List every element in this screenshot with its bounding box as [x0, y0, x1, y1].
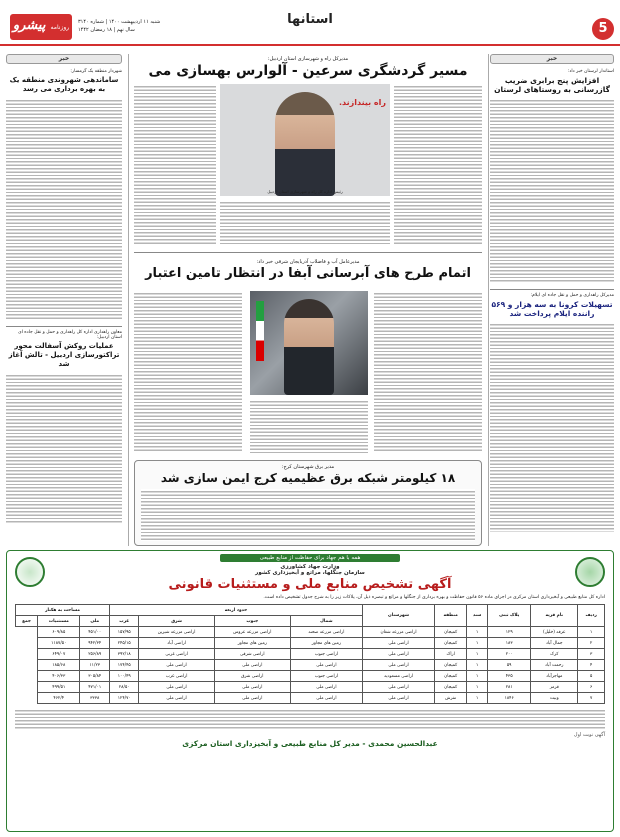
table-cell: اراضی مزرعه عروس — [214, 627, 290, 638]
th-row: ردیف — [578, 605, 605, 627]
notice-table — [15, 604, 605, 704]
th-total: جمع — [16, 616, 38, 627]
table-cell: اراک — [435, 649, 467, 660]
notice-title: آگهی تشخیص منابع ملی و مستثنیات قانونی — [168, 577, 452, 592]
table-cell: ۴۵۱/۰۰ — [80, 627, 110, 638]
table-row — [16, 638, 605, 649]
th-east: شرق — [139, 616, 214, 627]
right-story1-body — [490, 98, 614, 283]
left-news-tag: خبر — [6, 54, 122, 64]
table-cell: ۶۰۹/۸۵ — [38, 627, 80, 638]
table-cell: اراضی ملی — [362, 638, 434, 649]
column-rule-left — [128, 54, 129, 546]
th-north: شمال — [290, 616, 362, 627]
table-cell: عرفه (خلیل) — [531, 627, 578, 638]
official-portrait — [275, 92, 335, 196]
table-cell: اراضی ملی — [362, 660, 434, 671]
left-story2-title: عملیات روکش آسفالت محور تراکتورسازی اردبیل - تالش آغاز شد — [8, 342, 120, 368]
table-cell: جمال آباد — [531, 638, 578, 649]
table-cell: ۱۵۷/۹۵ — [109, 627, 139, 638]
logo-sub: روزنامه — [50, 24, 70, 31]
table-cell: اراضی ملی — [362, 649, 434, 660]
table-cell: ۴۹۹/۵۱ — [38, 682, 80, 693]
table-row — [16, 693, 605, 704]
table-cell: کرک — [531, 649, 578, 660]
table-cell: ۵ — [578, 671, 605, 682]
table-cell: ۹۴۲/۳۴ — [80, 638, 110, 649]
th-plate: پلاک ثبتی — [488, 605, 531, 627]
table-cell: اراضی ملی — [214, 660, 290, 671]
notice-footer-label: آگهی نوبت اول — [573, 732, 605, 738]
top-story — [134, 54, 482, 250]
middle-story-kicker: مدیرعامل آب و فاضلاب آذربایجان شرقی خبر داد: — [256, 259, 360, 265]
table-cell: اراضی جنوب — [290, 649, 362, 660]
notice-emblem-right — [575, 557, 605, 587]
table-cell: ۶ — [578, 682, 605, 693]
left-story2-body — [6, 373, 122, 523]
middle-story-title: اتمام طرح های آبرسانی آبفا در انتظار تامین اعتبار — [145, 266, 471, 281]
th-village: نام قریه — [531, 605, 578, 627]
th-exempt: مستثنیات — [38, 616, 80, 627]
table-cell: اراضی مزرعه شغان — [362, 627, 434, 638]
table-cell: اراضی ملی — [214, 693, 290, 704]
left-story1-body — [6, 98, 122, 320]
table-cell: اراضی مزرعه شیرین — [139, 627, 214, 638]
table-cell: تفرش — [435, 693, 467, 704]
right-story1-title: افزایش پنج برابری ضریب گازرسانی به روستاهای لرستان — [494, 76, 610, 94]
table-cell: اراضی ملی — [139, 682, 214, 693]
issue-date-line2: سال نهم | ۱۸ رمضان ۱۴۴۲ — [78, 27, 135, 33]
table-cell: اراضی مسعودیه — [362, 671, 434, 682]
right-story1-kicker: استاندار لرستان خبر داد: — [567, 69, 614, 74]
table-cell: اراضی ملی — [290, 660, 362, 671]
logo-text: پیشرو — [12, 18, 46, 33]
table-cell: اراضی ملی — [362, 682, 434, 693]
table-cell: ۳ — [578, 649, 605, 660]
table-cell: ۱۱/۲۳ — [80, 660, 110, 671]
flag-stripe — [256, 301, 264, 361]
table-cell: کمیجان — [435, 671, 467, 682]
table-cell: ۲۵۶/۸۹ — [80, 649, 110, 660]
table-cell: ۱ — [467, 682, 488, 693]
page-number-badge: 5 — [592, 18, 614, 40]
table-cell: ۱۲۹ — [488, 627, 531, 638]
table-cell: اراضی شرق — [214, 671, 290, 682]
table-cell: ۴۷۱/۰۱ — [80, 682, 110, 693]
th-national: ملی — [80, 616, 110, 627]
notice-slogan: همه با هم جهاد برای حفاظت از منابع طبیعی — [220, 554, 400, 562]
top-story-photo — [220, 84, 390, 196]
table-cell: ۱۷۴/۴۵ — [109, 660, 139, 671]
right-news-tag: خبر — [490, 54, 614, 64]
table-cell: اراضی ملی — [139, 660, 214, 671]
top-story-body-bottom — [220, 200, 390, 244]
table-row — [16, 671, 605, 682]
section-title: استانها — [287, 12, 333, 27]
table-cell: زمین های مجاور — [214, 638, 290, 649]
table-cell: ۵۹ — [488, 660, 531, 671]
th-west: غرب — [109, 616, 139, 627]
table-cell: قرمز — [531, 682, 578, 693]
table-row — [16, 660, 605, 671]
right-story2-body — [490, 322, 614, 532]
table-cell: ۱۲۴/۷۰ — [109, 693, 139, 704]
th-south: جنوب — [214, 616, 290, 627]
table-cell: اراضی جنوب — [290, 671, 362, 682]
notice-table-wrap — [15, 604, 605, 704]
table-cell: ۳۹۲/۱۸ — [109, 649, 139, 660]
official-portrait-2 — [284, 299, 334, 395]
table-cell: اراضی شرقی — [214, 649, 290, 660]
table-cell: ۶۴۹/۰۷ — [38, 649, 80, 660]
table-cell: ۱۸۳ — [488, 638, 531, 649]
middle-story-body-right — [374, 291, 482, 453]
newspaper-logo — [10, 14, 72, 40]
bottom-story-kicker: مدیر برق شهرستان کرج: — [281, 464, 335, 470]
notice-ministry: وزارت جهاد کشاورزی — [280, 564, 340, 570]
table-cell: ۱۸۴۶ — [488, 693, 531, 704]
table-cell: اراضی ملی — [290, 693, 362, 704]
table-cell: کمیجان — [435, 660, 467, 671]
table-cell: ۴ — [578, 660, 605, 671]
left-column — [6, 54, 122, 546]
bottom-story-body — [141, 489, 475, 541]
middle-story-body-left — [134, 291, 242, 453]
middle-story — [134, 252, 482, 458]
table-cell: ۱ — [467, 638, 488, 649]
table-cell: کمیجان — [435, 627, 467, 638]
bottom-story — [134, 460, 482, 546]
th-doc: سند — [467, 605, 488, 627]
table-cell: ۱ — [467, 671, 488, 682]
table-cell: کمیجان — [435, 638, 467, 649]
table-cell: ۴۶۲/۴ — [38, 693, 80, 704]
notice-intro: اداره کل منابع طبیعی و آبخیزداری استان مرکزی در اجرای ماده ۵۶ قانون حفاظت و بهره برداری از جنگلها و مراتع و تبصره ذیل آن، پلاکات زیر را به شرح جدول تشخیص داده است. — [263, 595, 605, 600]
table-cell: ۴۰۶/۳۳ — [38, 671, 80, 682]
table-cell: ۴۳۵ — [488, 671, 531, 682]
table-cell: ونیت — [531, 693, 578, 704]
notice-emblem-left — [15, 557, 45, 587]
issue-date-line1: شنبه ۱۱ اردیبهشت ۱۴۰۰ | شماره ۳۱۴۰ — [78, 19, 161, 25]
top-story-body-right — [394, 84, 482, 244]
top-story-title: مسیر گردشگری سرعین - آلوارس بهسازی می — [148, 63, 468, 79]
th-county: شهرستان — [362, 605, 434, 627]
table-cell: اراضی مزرعه صحنه — [290, 627, 362, 638]
table-cell: ۱ — [467, 660, 488, 671]
table-row — [16, 649, 605, 660]
table-cell: ۳۰۵/۸۴ — [80, 671, 110, 682]
th-area: مساحت به هکتار — [16, 605, 110, 616]
page-header — [0, 0, 620, 46]
table-cell: مهاجرآباد — [531, 671, 578, 682]
bottom-story-title: ۱۸ کیلومتر شبکه برق عظیمیه کرج ایمن سازی شد — [160, 471, 456, 485]
table-cell: اراضی ملی — [362, 693, 434, 704]
table-cell: اراضی آباد — [139, 638, 214, 649]
table-cell: اراضی ملی — [139, 693, 214, 704]
table-cell: ۷ — [578, 693, 605, 704]
table-cell: ۱ — [467, 693, 488, 704]
right-story2-title: تسهیلات کرونا به سه هزار و ۵۶۹ راننده ایلام پرداخت شد — [491, 300, 613, 318]
table-cell: ۲۸/۵۰ — [109, 682, 139, 693]
table-cell: کمیجان — [435, 682, 467, 693]
column-rule-right — [488, 54, 489, 546]
table-cell: اراضی ملی — [290, 682, 362, 693]
photo-subcaption: رئیس اداره کل راه و شهرسازی استان اردبیل — [267, 189, 343, 194]
table-cell: ۱ — [467, 649, 488, 660]
table-cell: ۳۳۳۸ — [80, 693, 110, 704]
notice-body-text — [15, 708, 605, 730]
top-story-kicker: مدیرکل راه و شهرسازی استان اردبیل: — [267, 56, 349, 62]
middle-story-body-bottom — [250, 399, 368, 453]
left-story1-title: ساماندهی شهروندی منطقه یک به بهره برداری می رسد — [9, 76, 119, 93]
right-column — [490, 54, 614, 546]
table-cell: رحمت آباد — [531, 660, 578, 671]
table-cell: ۱ — [578, 627, 605, 638]
left-story1-kicker: شهردار منطقه یک گرمسار: — [70, 69, 122, 74]
table-row — [16, 682, 605, 693]
th-zone: منطقه — [435, 605, 467, 627]
middle-story-photo — [250, 291, 368, 395]
th-bounds: حدود اربعه — [109, 605, 362, 616]
notice-table-body — [16, 627, 605, 704]
table-cell: ۱۸۵/۶۸ — [38, 660, 80, 671]
notice-org: سازمان جنگلها، مراتع و آبخیزداری کشور — [255, 570, 365, 576]
table-cell: ۱ — [467, 627, 488, 638]
table-row — [16, 627, 605, 638]
official-notice — [6, 550, 614, 832]
issue-date — [78, 18, 160, 34]
table-cell: زمین های مجاور — [290, 638, 362, 649]
table-cell: ۲۴۵/۱۵ — [109, 638, 139, 649]
left-story2-kicker: معاون راهداری اداره کل راهداری و حمل و نقل جاده ای استان اردبیل: — [6, 326, 122, 340]
table-cell: ۱۰۰/۴۹ — [109, 671, 139, 682]
table-cell: ۲۰۰ — [488, 649, 531, 660]
photo-caption: راه بیندازند. — [338, 98, 386, 107]
table-cell: ۲۸۱ — [488, 682, 531, 693]
table-cell: اراضی غربی — [139, 649, 214, 660]
top-story-body-left — [134, 84, 216, 244]
table-cell: ۱۱۸۷/۵۰ — [38, 638, 80, 649]
table-cell: ۲ — [578, 638, 605, 649]
table-cell: اراضی غرب — [139, 671, 214, 682]
right-story2-kicker: مدیرکل راهداری و حمل و نقل جاده ای ایلام: — [490, 289, 614, 298]
table-cell: اراضی ملی — [214, 682, 290, 693]
notice-signature: عبدالحسین محمدی - مدیر کل منابع طبیعی و آبخیزداری استان مرکزی — [182, 739, 438, 748]
